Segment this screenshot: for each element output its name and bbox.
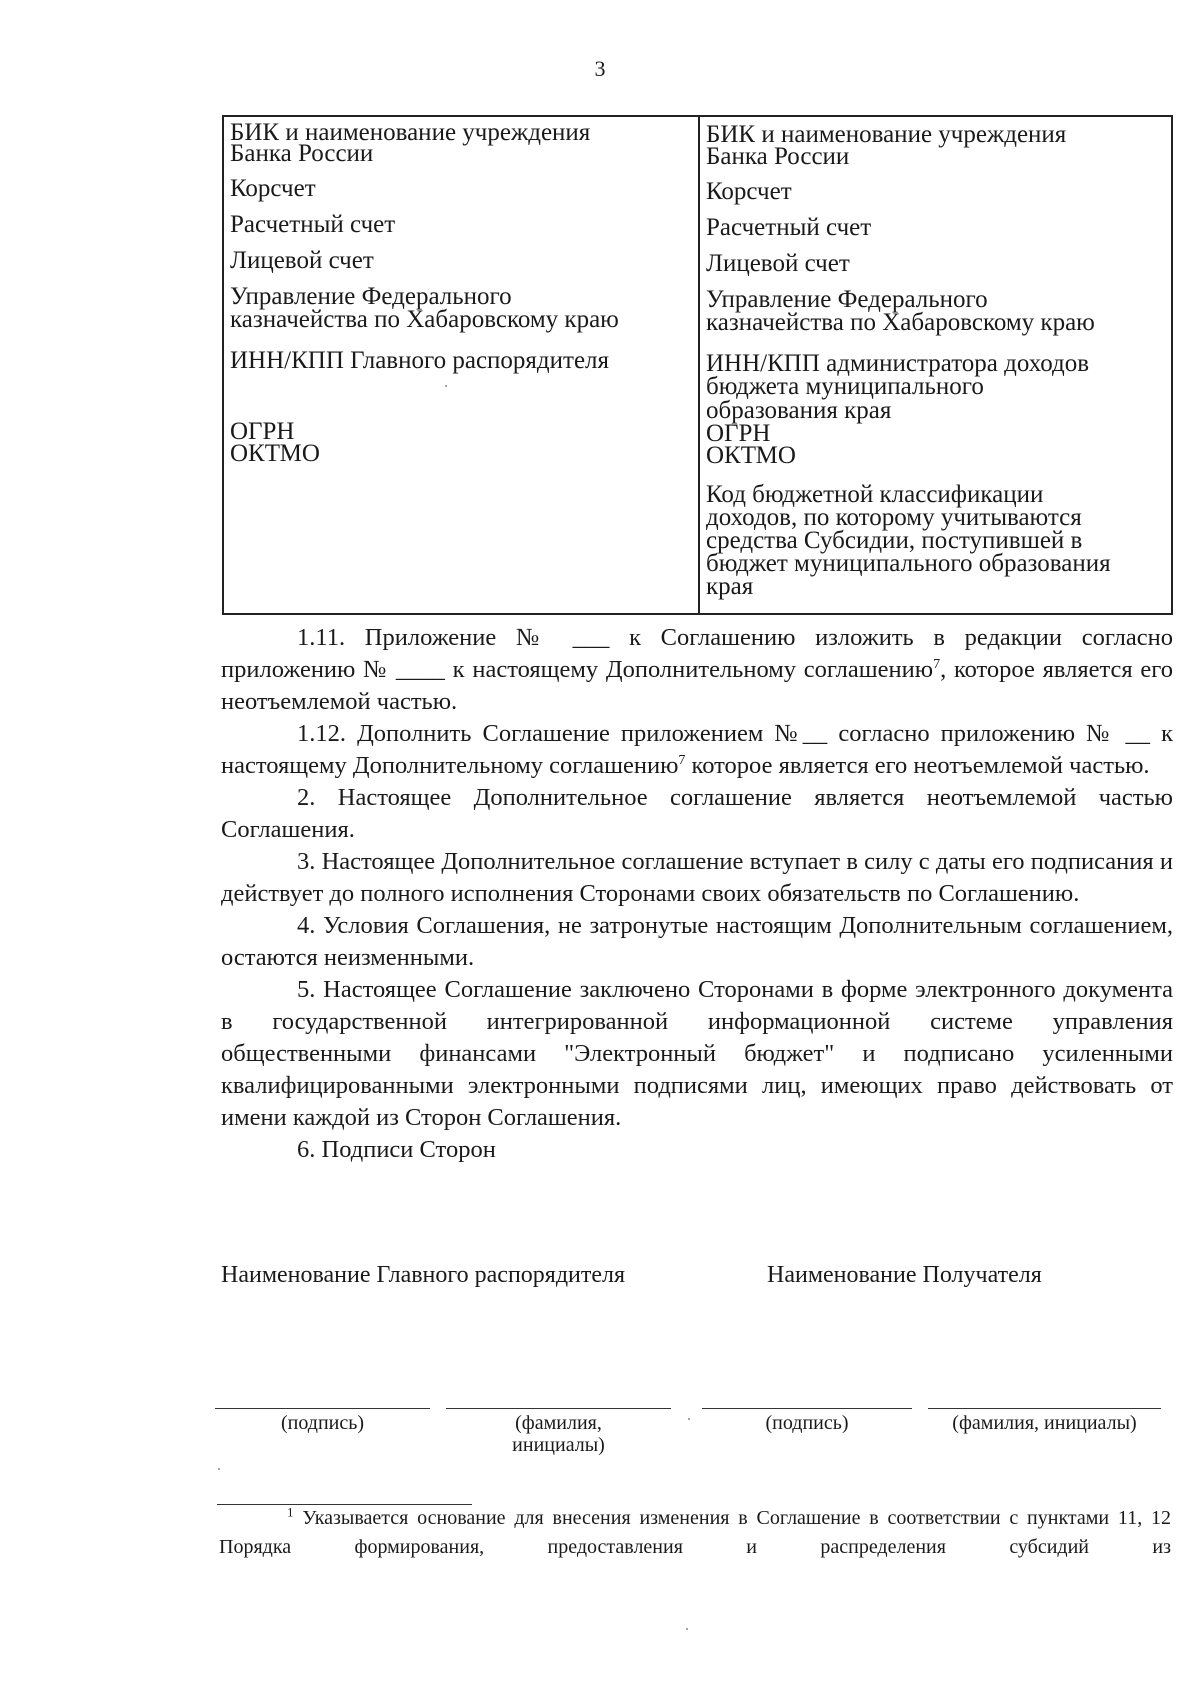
requisites-column-right — [700, 117, 1171, 613]
scan-speck — [445, 385, 447, 387]
scan-speck — [686, 1628, 688, 1630]
scan-speck — [688, 1418, 690, 1420]
paragraph-1-11-text: 1.11. Приложение № ___ к Соглашению изложить в редакции согласно приложению № ____ к настоящему Дополнительному соглашению — [221, 624, 1173, 683]
page-number: 3 — [594, 56, 606, 81]
paragraph-4: 4. Условия Соглашения, не затронутые настоящим Дополнительным соглашением, остаются неизменными. — [221, 912, 1173, 971]
requisites-column-left — [224, 117, 700, 613]
ogrn-label: ОГРН — [706, 420, 771, 447]
name-caption-line1: (фамилия, — [515, 1412, 602, 1434]
kbk-label-line2: доходов, по которому учитываются — [706, 504, 1082, 531]
paragraph-5: 5. Настоящее Соглашение заключено Сторонами в форме электронного документа в государственной интегрированной информационной системе управления общественными финансами "Электронный бюджет" и подписано усиленными квалифицированными электронными подписями лиц, имеющих право действовать от имени каждой из Сторон Соглашения. — [221, 976, 1173, 1131]
paragraph-1-11 — [221, 622, 1173, 718]
bik-label-line2: Банка России — [230, 140, 374, 167]
litsevoy-label: Лицевой счет — [706, 250, 850, 277]
bik-label-line2: Банка России — [706, 143, 850, 170]
name-caption-line2: инициалы) — [512, 1434, 605, 1456]
signature-heading-right: Наименование Получателя — [767, 1262, 1042, 1288]
korschet-label: Корсчет — [230, 175, 316, 202]
kbk-label-line4: бюджет муниципального образования — [706, 550, 1111, 577]
name-line — [928, 1408, 1161, 1409]
paragraph-1-12-tail: которое является его неотъемлемой частью. — [685, 752, 1150, 779]
korschet-label: Корсчет — [706, 178, 792, 205]
raschetny-label: Расчетный счет — [230, 211, 396, 238]
paragraph-1-12 — [221, 718, 1173, 782]
inn-kpp-label: ИНН/КПП Главного распорядителя — [230, 347, 610, 374]
footnote-ref-7: 7 — [678, 752, 686, 768]
ufk-label-line1: Управление Федерального — [706, 286, 988, 313]
inn-kpp-label-line3: образования края — [706, 397, 892, 424]
footnote-ref-7: 7 — [933, 656, 941, 672]
paragraph-1-12-text: 1.12. Дополнить Соглашение приложением №__ согласно приложению № __ к настоящему Дополнительному соглашению — [221, 720, 1173, 779]
kbk-label-line1: Код бюджетной классификации — [706, 481, 1044, 508]
ogrn-label: ОГРН — [230, 418, 295, 445]
footnote-marker: 1 — [287, 1504, 294, 1520]
oktmo-label: ОКТМО — [230, 440, 320, 467]
body-text — [221, 622, 1173, 1166]
bik-label-line1: БИК и наименование учреждения — [230, 119, 591, 146]
signature-heading-left: Наименование Главного распорядителя — [221, 1262, 626, 1288]
ufk-label-line2: казначейства по Хабаровскому краю — [706, 309, 1095, 336]
footnote — [219, 1504, 1171, 1562]
name-caption — [446, 1412, 671, 1456]
name-caption: (фамилия, инициалы) — [952, 1412, 1137, 1434]
footnote-text: Указывается основание для внесения изменения в Соглашение в соответствии с пунктами 11, 12 Порядка формирования, предоставления и распределения субсидий из — [219, 1507, 1171, 1558]
paragraph-3: 3. Настоящее Дополнительное соглашение вступает в силу с даты его подписания и действует до полного исполнения Сторонами своих обязательств по Соглашению. — [221, 848, 1173, 907]
ufk-label-line2: казначейства по Хабаровскому краю — [230, 306, 619, 333]
kbk-label-line3: средства Субсидии, поступившей в — [706, 527, 1083, 554]
kbk-label-line5: края — [706, 573, 754, 600]
inn-kpp-label-line2: бюджета муниципального — [706, 373, 984, 400]
name-line — [446, 1408, 671, 1409]
signature-caption: (подпись) — [765, 1412, 849, 1434]
signature-line — [215, 1408, 430, 1409]
litsevoy-label: Лицевой счет — [230, 247, 374, 274]
inn-kpp-label-line1: ИНН/КПП администратора доходов — [706, 350, 1090, 377]
scan-speck — [218, 1468, 220, 1470]
bik-label-line1: БИК и наименование учреждения — [706, 121, 1067, 148]
paragraph-2: 2. Настоящее Дополнительное соглашение является неотъемлемой частью Соглашения. — [221, 784, 1173, 843]
signature-caption: (подпись) — [280, 1412, 365, 1434]
signature-line — [702, 1408, 912, 1409]
paragraph-6: 6. Подписи Сторон — [297, 1136, 496, 1163]
requisites-table — [222, 115, 1173, 615]
oktmo-label: ОКТМО — [706, 442, 796, 469]
raschetny-label: Расчетный счет — [706, 214, 872, 241]
paragraph-1-11-tail: , которое является его неотъемлемой частью. — [221, 656, 1173, 715]
ufk-label-line1: Управление Федерального — [230, 283, 512, 310]
